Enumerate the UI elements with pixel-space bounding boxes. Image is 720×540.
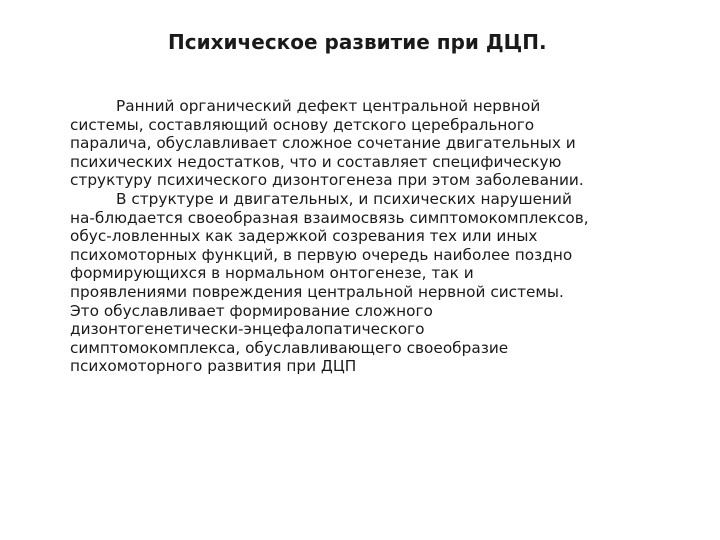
text-line: на-блюдается своеобразная взаимосвязь симптомокомплексов, — [70, 208, 589, 227]
text-line: психомоторного развития при ДЦП — [70, 357, 357, 376]
paragraph-1 — [70, 97, 710, 190]
text-line: дизонтогенетически-энцефалопатического — [70, 320, 425, 339]
text-line: системы, составляющий основу детского церебрального — [70, 115, 535, 134]
slide-title: Психическое развитие при ДЦП. — [168, 30, 547, 54]
text-line: В структуре и двигательных, и психических нарушений — [116, 189, 572, 208]
text-line: симптомокомплекса, обуславливающего своеобразие — [70, 338, 509, 357]
text-line: структуру психического дизонтогенеза при этом заболевании. — [70, 171, 584, 190]
paragraph-2 — [70, 190, 710, 376]
text-line: проявлениями повреждения центральной нервной системы. — [70, 282, 564, 301]
text-line: Ранний органический дефект центральной нервной — [116, 97, 541, 115]
text-line: психомоторных функций, в первую очередь наиболее поздно — [70, 245, 573, 264]
slide-body — [70, 97, 710, 376]
text-line: формирующихся в нормальном онтогенезе, так и — [70, 264, 474, 283]
text-line: Это обуславливает формирование сложного — [70, 301, 433, 320]
text-line: обус-ловленных как задержкой созревания тех или иных — [70, 227, 538, 246]
text-line: психических недостатков, что и составляет специфическую — [70, 152, 562, 171]
text-line: паралича, обуславливает сложное сочетание двигательных и — [70, 134, 576, 153]
